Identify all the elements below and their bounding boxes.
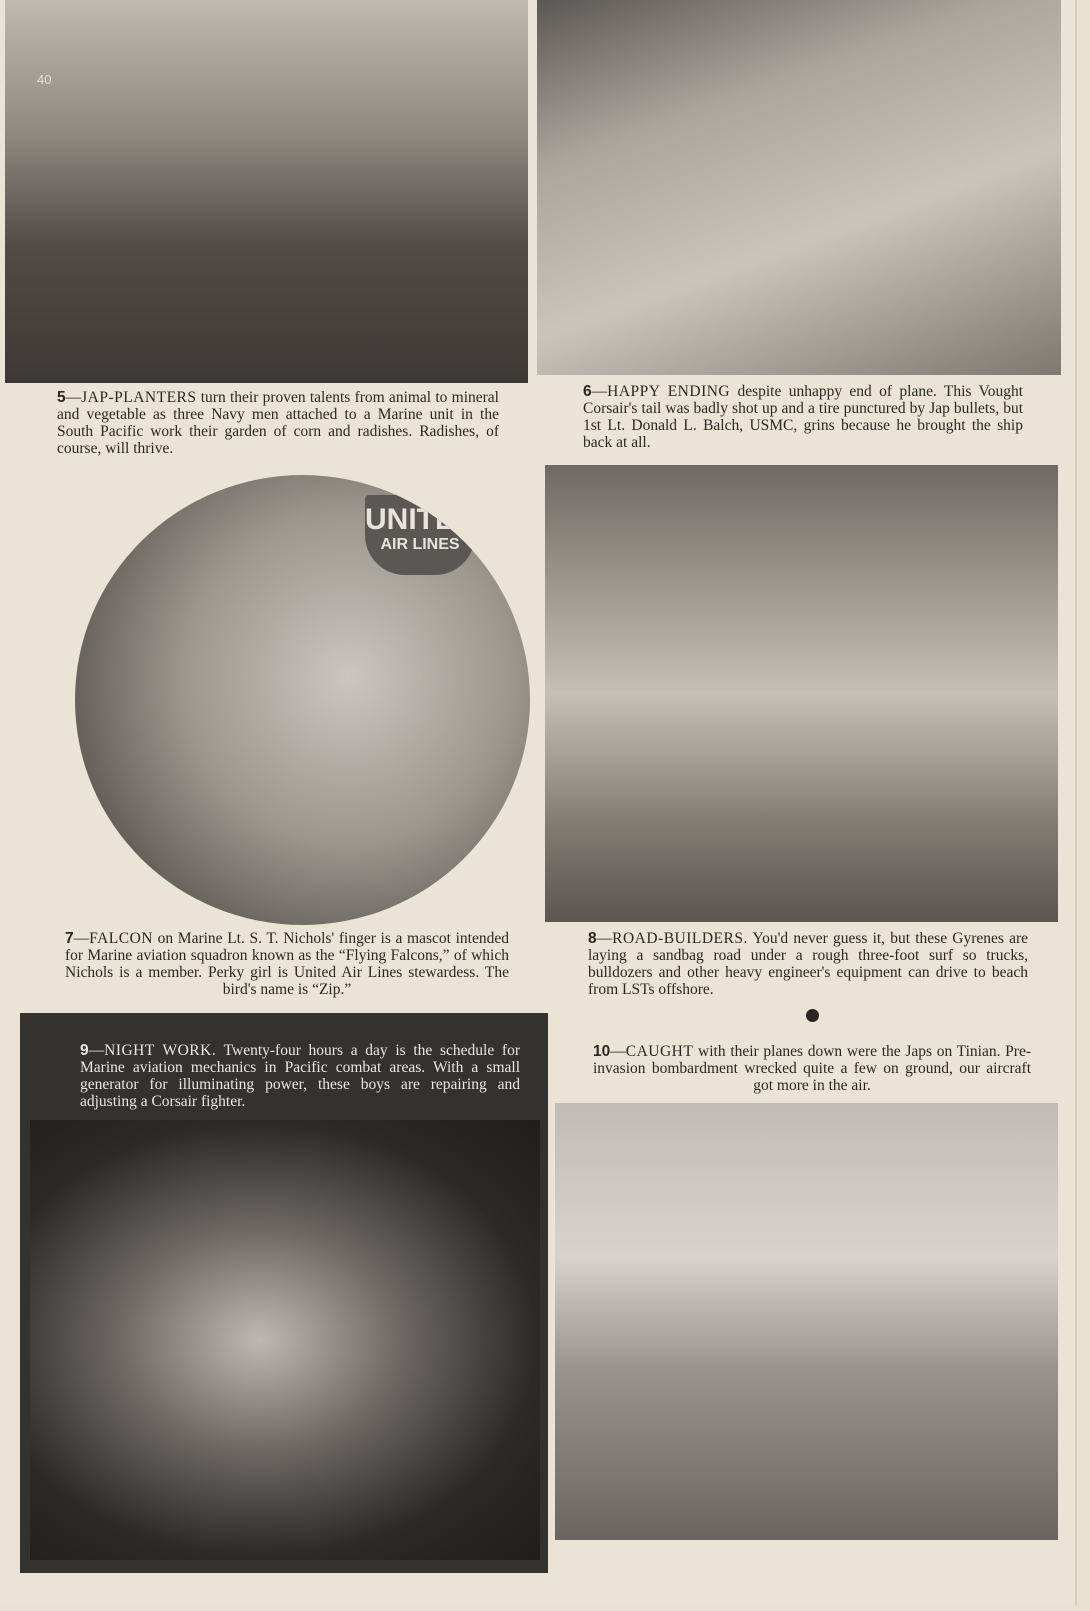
caption-heading: CAUGHT bbox=[625, 1043, 694, 1060]
caption-dash: — bbox=[596, 930, 613, 947]
caption-body: despite unhappy end of plane. This Vought Corsair's tail was badly shot up and a tire punctured by Jap bullets, but 1st Lt. Donald L. Balch, USMC, grins because he brought the ship back at all. bbox=[583, 383, 1024, 451]
caption-body: Twenty-four hours a day is the schedule for Marine aviation mechanics in Pacific combat areas. With a small generator for illuminating power, these boys are repairing and adjusting a Corsair fighter. bbox=[80, 1042, 520, 1110]
caption-number: 8 bbox=[588, 930, 597, 947]
caption-body: You'd never guess it, but these Gyrenes are laying a sandbag road under a rough three-foot surf so trucks, bulldozers and other heavy engineer's equipment can drive to beach from LSTs offshore. bbox=[588, 930, 1028, 998]
caption-dash: — bbox=[591, 383, 608, 400]
caption-6 bbox=[583, 383, 1023, 451]
photo-jap-planters bbox=[5, 0, 528, 383]
separator-dot bbox=[806, 1009, 819, 1022]
caption-5 bbox=[57, 389, 499, 457]
photo-falcon bbox=[75, 475, 530, 925]
caption-heading: ROAD-BUILDERS. bbox=[612, 930, 748, 947]
caption-number: 7 bbox=[65, 930, 74, 947]
caption-number: 10 bbox=[593, 1043, 611, 1060]
caption-heading: HAPPY ENDING bbox=[607, 383, 731, 400]
caption-9 bbox=[80, 1042, 520, 1110]
logo-text-1: UNITED bbox=[365, 503, 477, 536]
photo-caught bbox=[555, 1103, 1058, 1540]
caption-8 bbox=[588, 930, 1028, 998]
caption-heading: FALCON bbox=[89, 930, 153, 947]
caption-dash: — bbox=[610, 1043, 626, 1060]
caption-number: 5 bbox=[57, 389, 66, 406]
page-number: 40 bbox=[37, 72, 52, 87]
photo-happy-ending bbox=[537, 0, 1061, 375]
caption-10 bbox=[593, 1043, 1031, 1094]
caption-body: on Marine Lt. S. T. Nichols' finger is a mascot intended for Marine aviation squadron known as the “Flying Falcons,” of which Nichols is a member. Perky girl is United Air Lines stewardess. The bird's name is “Zip.” bbox=[65, 930, 509, 998]
logo-text-2: AIR LINES bbox=[380, 536, 460, 553]
caption-dash: — bbox=[65, 389, 82, 406]
caption-number: 6 bbox=[583, 383, 592, 400]
caption-7 bbox=[65, 930, 509, 998]
caption-dash: — bbox=[88, 1042, 105, 1059]
caption-dash: — bbox=[73, 930, 90, 947]
caption-heading: NIGHT WORK. bbox=[104, 1042, 217, 1059]
united-air-lines-logo bbox=[365, 495, 475, 575]
caption-heading: JAP-PLANTERS bbox=[81, 389, 197, 406]
photo-road-builders bbox=[545, 465, 1058, 922]
caption-body: turn their proven talents from animal to mineral and vegetable as three Navy men attached to a Marine unit in the South Pacific work their garden of corn and radishes. Radishes, of course, will thrive. bbox=[57, 389, 499, 457]
caption-body: with their planes down were the Japs on Tinian. Pre-invasion bombardment wrecked quite a few on ground, our aircraft got more in the air. bbox=[593, 1043, 1031, 1094]
caption-number: 9 bbox=[80, 1042, 89, 1059]
photo-night-work bbox=[30, 1120, 540, 1560]
